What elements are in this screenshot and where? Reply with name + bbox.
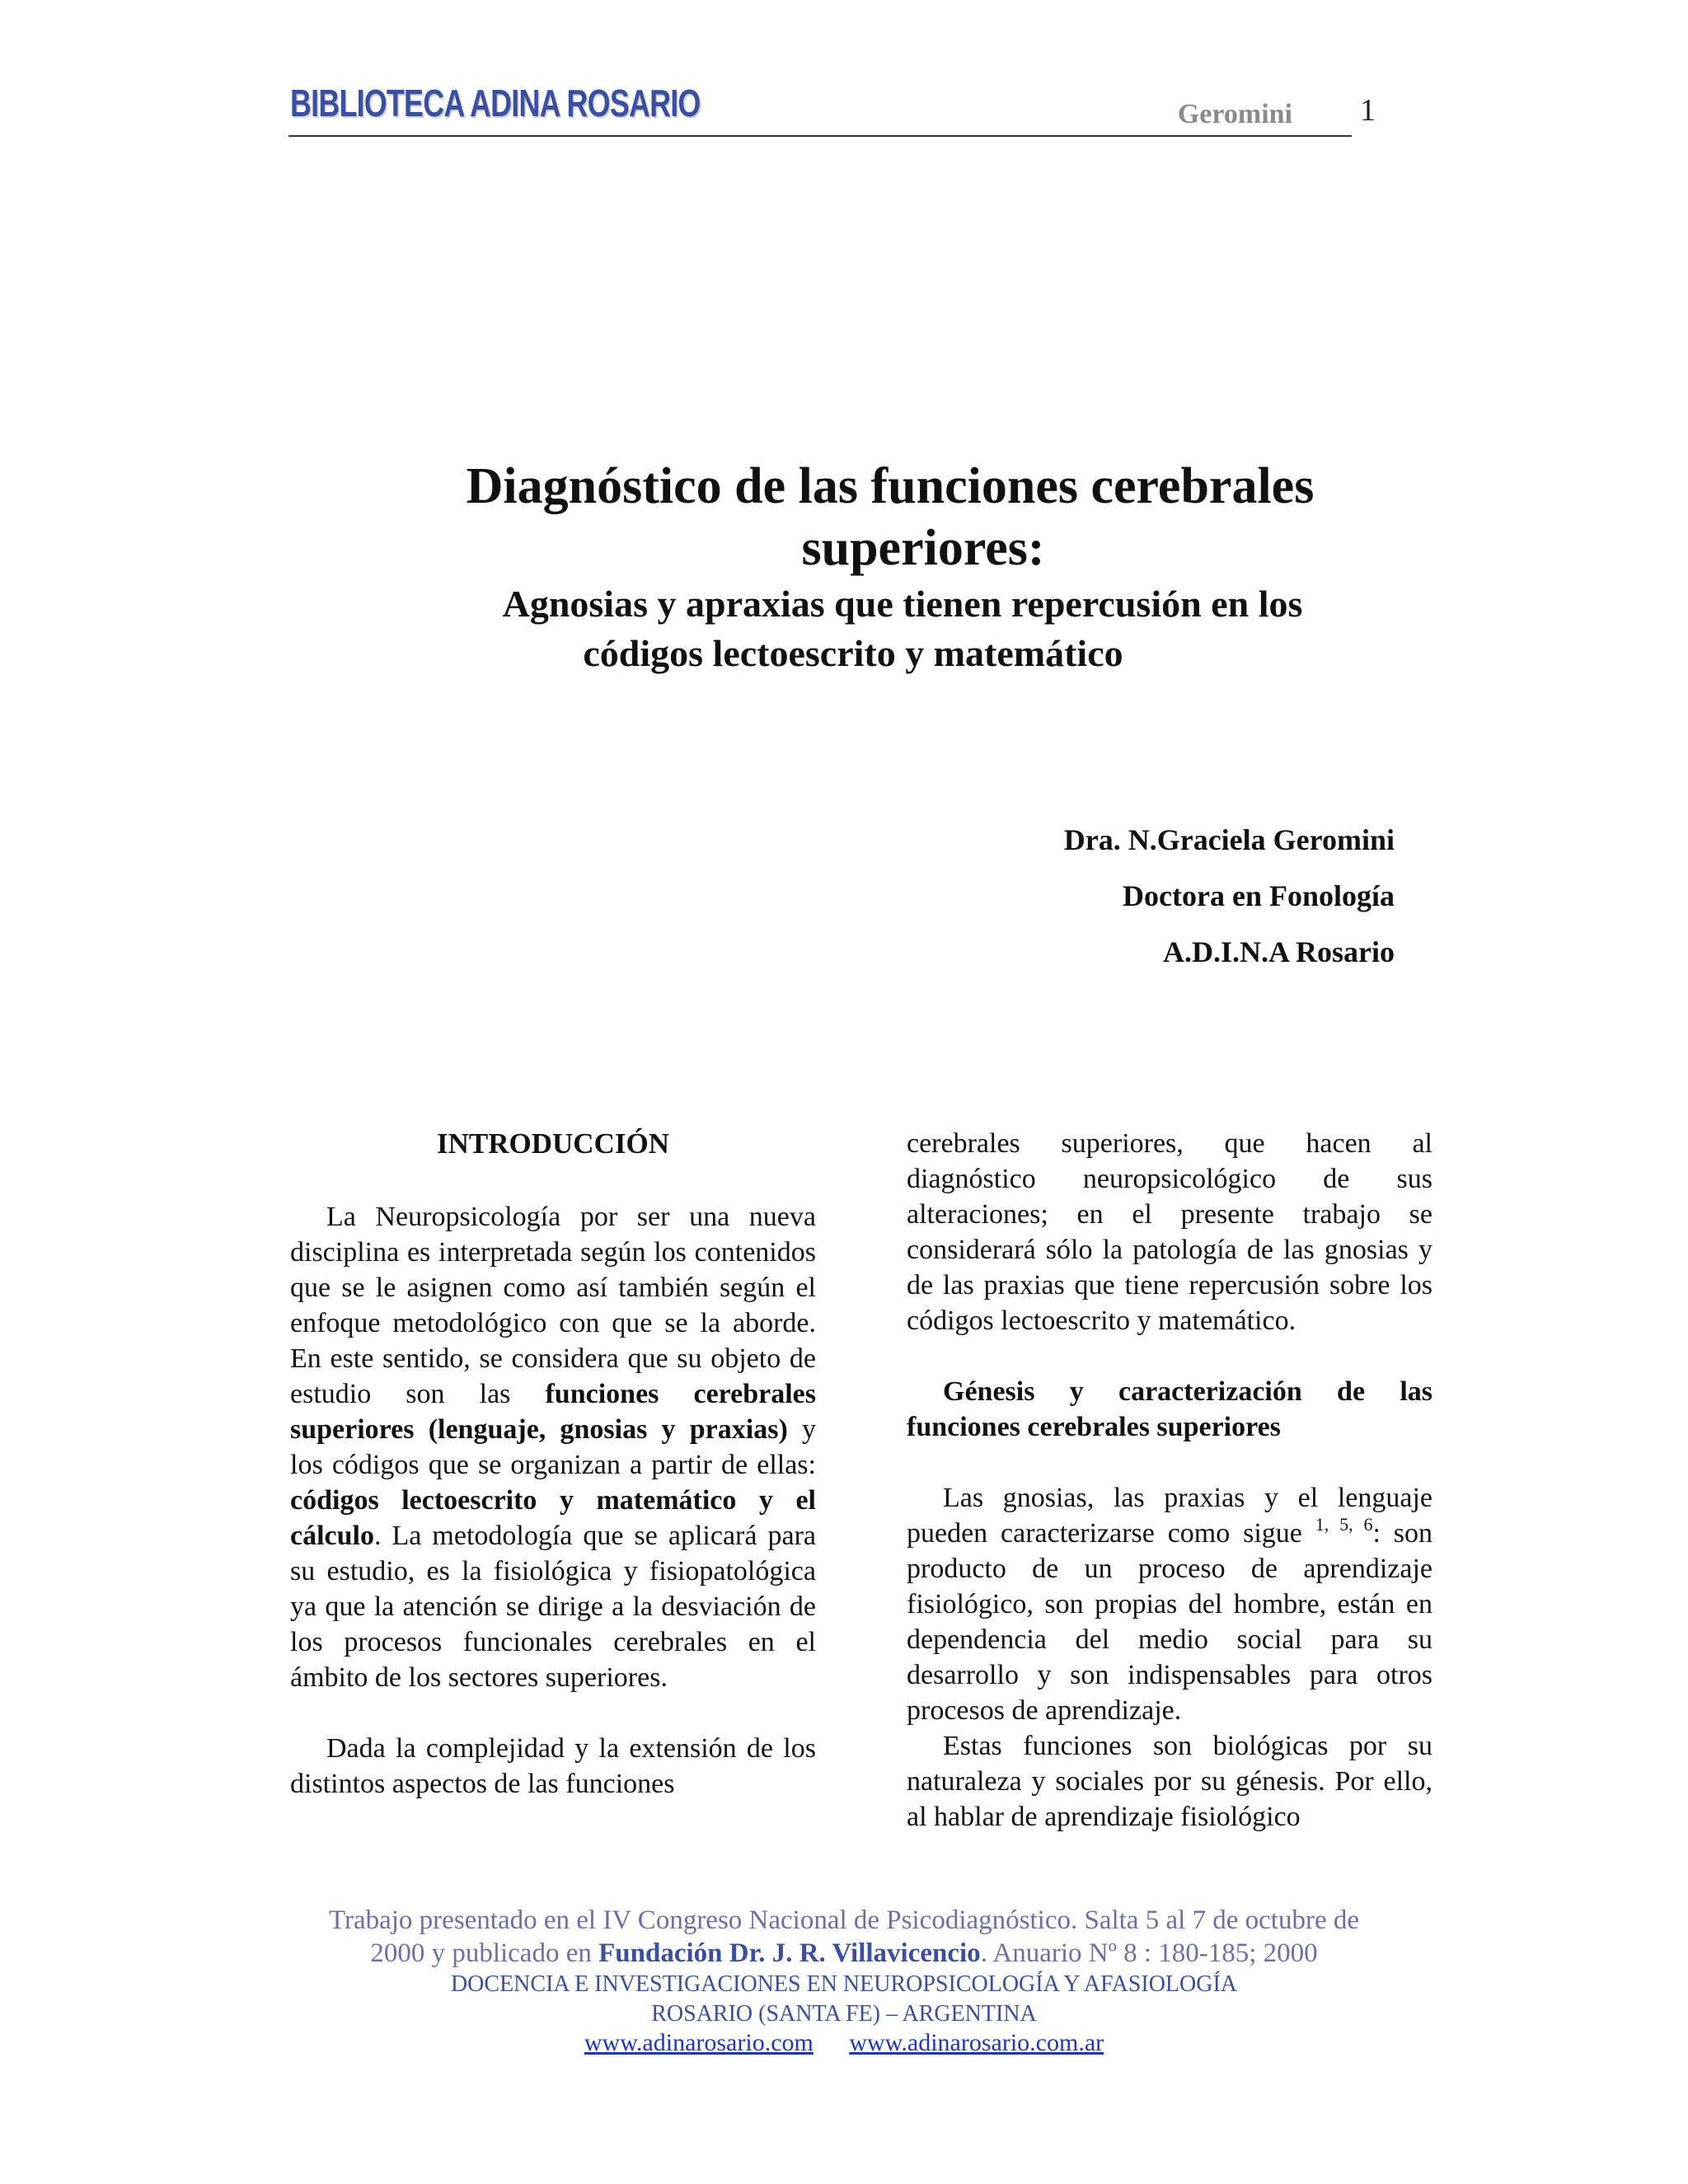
paragraph-text: : son producto de un proceso de aprendizaje fisiológico, son propias del hombre, están en dependencia del medio social para su desarrollo y son indispensables para otros procesos de aprendizaje.	[907, 1518, 1432, 1726]
document-title-line1: Diagnóstico de las funciones cerebrales	[466, 458, 1315, 514]
footer-text: 2000 y publicado en	[370, 1938, 599, 1968]
document-title-line2: superiores:	[801, 520, 1045, 576]
document-subtitle-line1: Agnosias y apraxias que tienen repercusión en los	[502, 583, 1303, 625]
website-link[interactable]: www.adinarosario.com	[584, 2029, 814, 2056]
paragraph: cerebrales superiores, que hacen al diagnóstico neuropsicológico de sus alteraciones; en el presente trabajo se considerará sólo la patología de las gnosias y de las praxias que tiene repercusión sobre los códigos lectoescrito y matemático.	[907, 1128, 1432, 1336]
footer-links	[247, 2029, 1441, 2057]
header-logo: BIBLIOTECA ADINA ROSARIO	[290, 82, 701, 124]
paragraph-text: Las gnosias, las praxias y el lenguaje pueden caracterizarse como sigue	[907, 1483, 1432, 1549]
header-author: Geromini	[1177, 99, 1292, 129]
right-column	[907, 1126, 1432, 1835]
bold-phrase: códigos lectoescrito y matemático y el cálculo	[290, 1485, 816, 1551]
author-affiliation: A.D.I.N.A Rosario	[1162, 935, 1395, 968]
author-name: Dra. N.Graciela Geromini	[1063, 823, 1395, 856]
reference-superscript: 1, 5, 6	[1315, 1514, 1373, 1535]
paragraph	[907, 1480, 1432, 1728]
paragraph: Dada la complejidad y la extensión de los distintos aspectos de las funciones	[290, 1733, 816, 1799]
footer-publisher: Fundación Dr. J. R. Villavicencio	[598, 1938, 981, 1968]
page-number: 1	[1360, 93, 1376, 128]
header-rule	[288, 135, 1352, 137]
footer-citation-line1: Trabajo presentado en el IV Congreso Nacional de Psicodiagnóstico. Salta 5 al 7 de octubre de	[328, 1905, 1360, 1935]
bold-phrase: funciones cerebrales superiores (lenguaje, gnosias y praxias)	[290, 1379, 816, 1445]
paragraph: Estas funciones son biológicas por su naturaleza y sociales por su génesis. Por ello, al hablar de aprendizaje fisiológico	[907, 1731, 1432, 1832]
left-column	[290, 1126, 816, 1802]
paragraph-text: y los códigos que se organizan a partir de ellas:	[290, 1414, 817, 1480]
subsection-title: Génesis y caracterización de las funciones cerebrales superiores	[907, 1376, 1432, 1442]
document-subtitle-line2: códigos lectoescrito y matemático	[583, 632, 1123, 674]
website-link-ar[interactable]: www.adinarosario.com.ar	[849, 2029, 1104, 2056]
footer-text: . Anuario Nº 8 : 180-185; 2000	[980, 1938, 1318, 1968]
paragraph-text: . La metodología que se aplicará para su estudio, es la fisiológica y fisiopatológica ya que la atención se dirige a la desviación de los procesos funcionales cerebrales en el ámbito de los sectores superiores.	[290, 1521, 816, 1693]
footer-location: ROSARIO (SANTA FE) – ARGENTINA	[651, 2001, 1037, 2027]
section-title: INTRODUCCIÓN	[437, 1127, 669, 1160]
paragraph-text: La Neuropsicología por ser una nueva disciplina es interpretada según los contenidos que se le asignen como así también según el enfoque metodológico con que se la aborde. En este sentido, se considera que su objeto de estudio son las	[290, 1202, 816, 1409]
footer-department: DOCENCIA E INVESTIGACIONES EN NEUROPSICOLOGÍA Y AFASIOLOGÍA	[450, 1971, 1238, 1997]
author-degree: Doctora en Fonología	[1123, 879, 1395, 912]
footer-citation-line2	[247, 1938, 1441, 1969]
paragraph	[290, 1199, 816, 1695]
